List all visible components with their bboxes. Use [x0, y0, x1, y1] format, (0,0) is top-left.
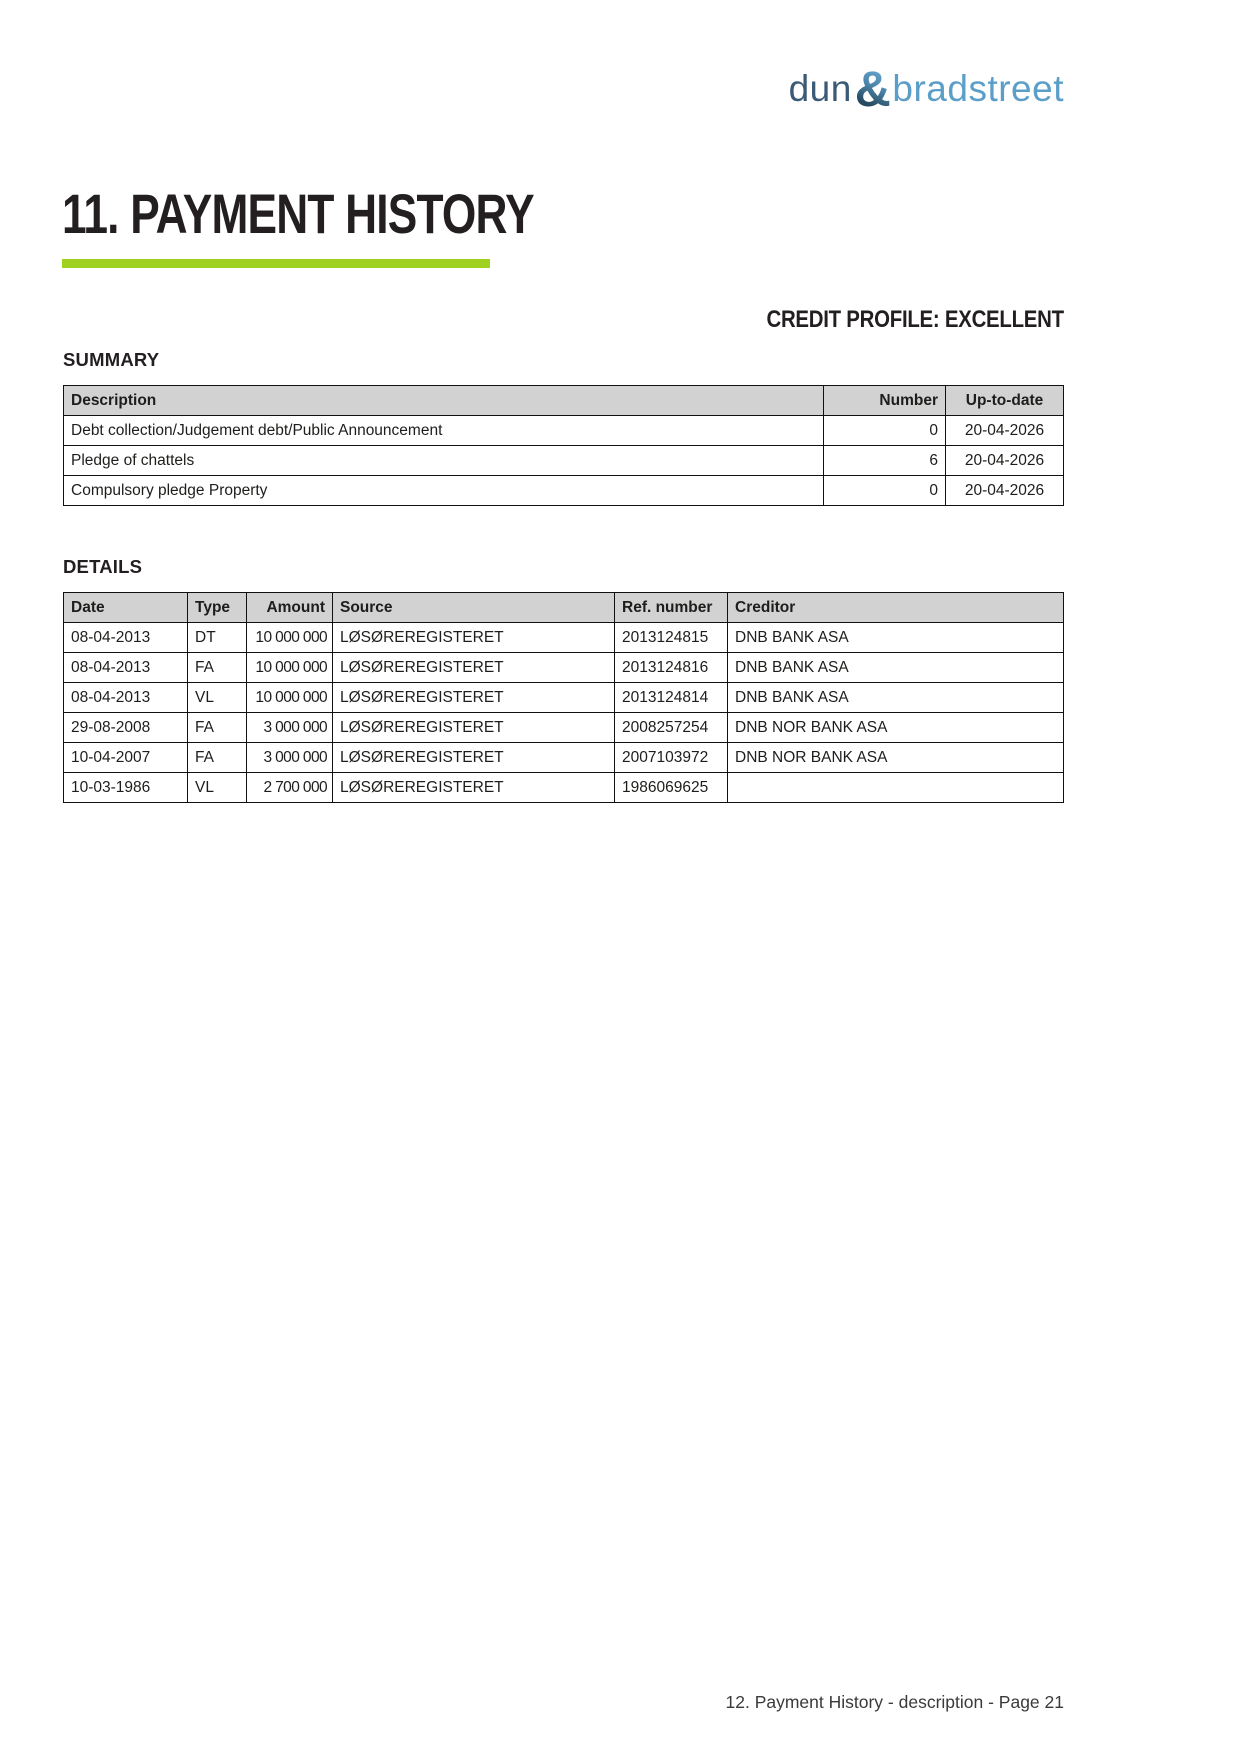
- cell: 2013124816: [615, 653, 728, 683]
- cell: 08-04-2013: [64, 653, 188, 683]
- column-header: Description: [64, 386, 824, 416]
- cell: LØSØREREGISTERET: [333, 713, 615, 743]
- cell: 20-04-2026: [946, 476, 1064, 506]
- cell: FA: [188, 653, 247, 683]
- cell: LØSØREREGISTERET: [333, 683, 615, 713]
- cell: DNB BANK ASA: [728, 683, 1064, 713]
- cell: 20-04-2026: [946, 446, 1064, 476]
- title-accent-rule: [62, 259, 490, 268]
- column-header: Ref. number: [615, 593, 728, 623]
- header-row: [64, 386, 1064, 416]
- cell: 2013124815: [615, 623, 728, 653]
- cell: VL: [188, 773, 247, 803]
- cell: 3 000 000: [247, 713, 333, 743]
- cell: 08-04-2013: [64, 683, 188, 713]
- cell: DNB BANK ASA: [728, 653, 1064, 683]
- table-row: [64, 623, 1064, 653]
- details-section: [63, 556, 1064, 803]
- column-header: Up-to-date: [946, 386, 1064, 416]
- table-row: [64, 476, 1064, 506]
- cell: 10 000 000: [247, 653, 333, 683]
- summary-label: SUMMARY: [63, 349, 160, 370]
- cell: DNB BANK ASA: [728, 623, 1064, 653]
- summary-table: [63, 385, 1064, 506]
- cell: 2 700 000: [247, 773, 333, 803]
- credit-profile-heading: [714, 306, 1064, 334]
- credit-profile-label: CREDIT PROFILE: EXCELLENT: [766, 306, 1064, 333]
- table-row: [64, 713, 1064, 743]
- cell: Debt collection/Judgement debt/Public Announcement: [64, 416, 824, 446]
- cell: FA: [188, 713, 247, 743]
- cell: 2008257254: [615, 713, 728, 743]
- details-table: [63, 592, 1064, 803]
- page-title: 11. PAYMENT HISTORY: [62, 182, 534, 245]
- cell: LØSØREREGISTERET: [333, 653, 615, 683]
- table-row: [64, 416, 1064, 446]
- cell: Pledge of chattels: [64, 446, 824, 476]
- title-block: [62, 182, 659, 268]
- cell: 2013124814: [615, 683, 728, 713]
- cell: LØSØREREGISTERET: [333, 743, 615, 773]
- cell: DNB NOR BANK ASA: [728, 713, 1064, 743]
- cell: 2007103972: [615, 743, 728, 773]
- column-header: Creditor: [728, 593, 1064, 623]
- cell: 0: [824, 416, 946, 446]
- cell: Compulsory pledge Property: [64, 476, 824, 506]
- column-header: Number: [824, 386, 946, 416]
- cell: 10-03-1986: [64, 773, 188, 803]
- cell: 20-04-2026: [946, 416, 1064, 446]
- cell: 08-04-2013: [64, 623, 188, 653]
- cell: [728, 773, 1064, 803]
- column-header: Date: [64, 593, 188, 623]
- page-footer: 12. Payment History - description - Page 21: [725, 1692, 1064, 1712]
- details-label: DETAILS: [63, 556, 143, 577]
- cell: VL: [188, 683, 247, 713]
- table-row: [64, 653, 1064, 683]
- table-row: [64, 446, 1064, 476]
- logo-text-dun: dun: [788, 68, 852, 109]
- cell: DT: [188, 623, 247, 653]
- cell: 29-08-2008: [64, 713, 188, 743]
- cell: 10 000 000: [247, 623, 333, 653]
- summary-section: [63, 349, 1064, 506]
- logo-text-bradstreet: bradstreet: [892, 68, 1064, 109]
- cell: 6: [824, 446, 946, 476]
- cell: 0: [824, 476, 946, 506]
- cell: LØSØREREGISTERET: [333, 773, 615, 803]
- table-row: [64, 773, 1064, 803]
- column-header: Amount: [247, 593, 333, 623]
- cell: LØSØREREGISTERET: [333, 623, 615, 653]
- cell: 10 000 000: [247, 683, 333, 713]
- dun-and-bradstreet-logo: [788, 61, 1064, 117]
- header-row: [64, 593, 1064, 623]
- column-header: Type: [188, 593, 247, 623]
- cell: DNB NOR BANK ASA: [728, 743, 1064, 773]
- table-row: [64, 743, 1064, 773]
- ampersand-icon: &: [854, 61, 892, 117]
- column-header: Source: [333, 593, 615, 623]
- cell: 10-04-2007: [64, 743, 188, 773]
- cell: 1986069625: [615, 773, 728, 803]
- cell: 3 000 000: [247, 743, 333, 773]
- table-row: [64, 683, 1064, 713]
- cell: FA: [188, 743, 247, 773]
